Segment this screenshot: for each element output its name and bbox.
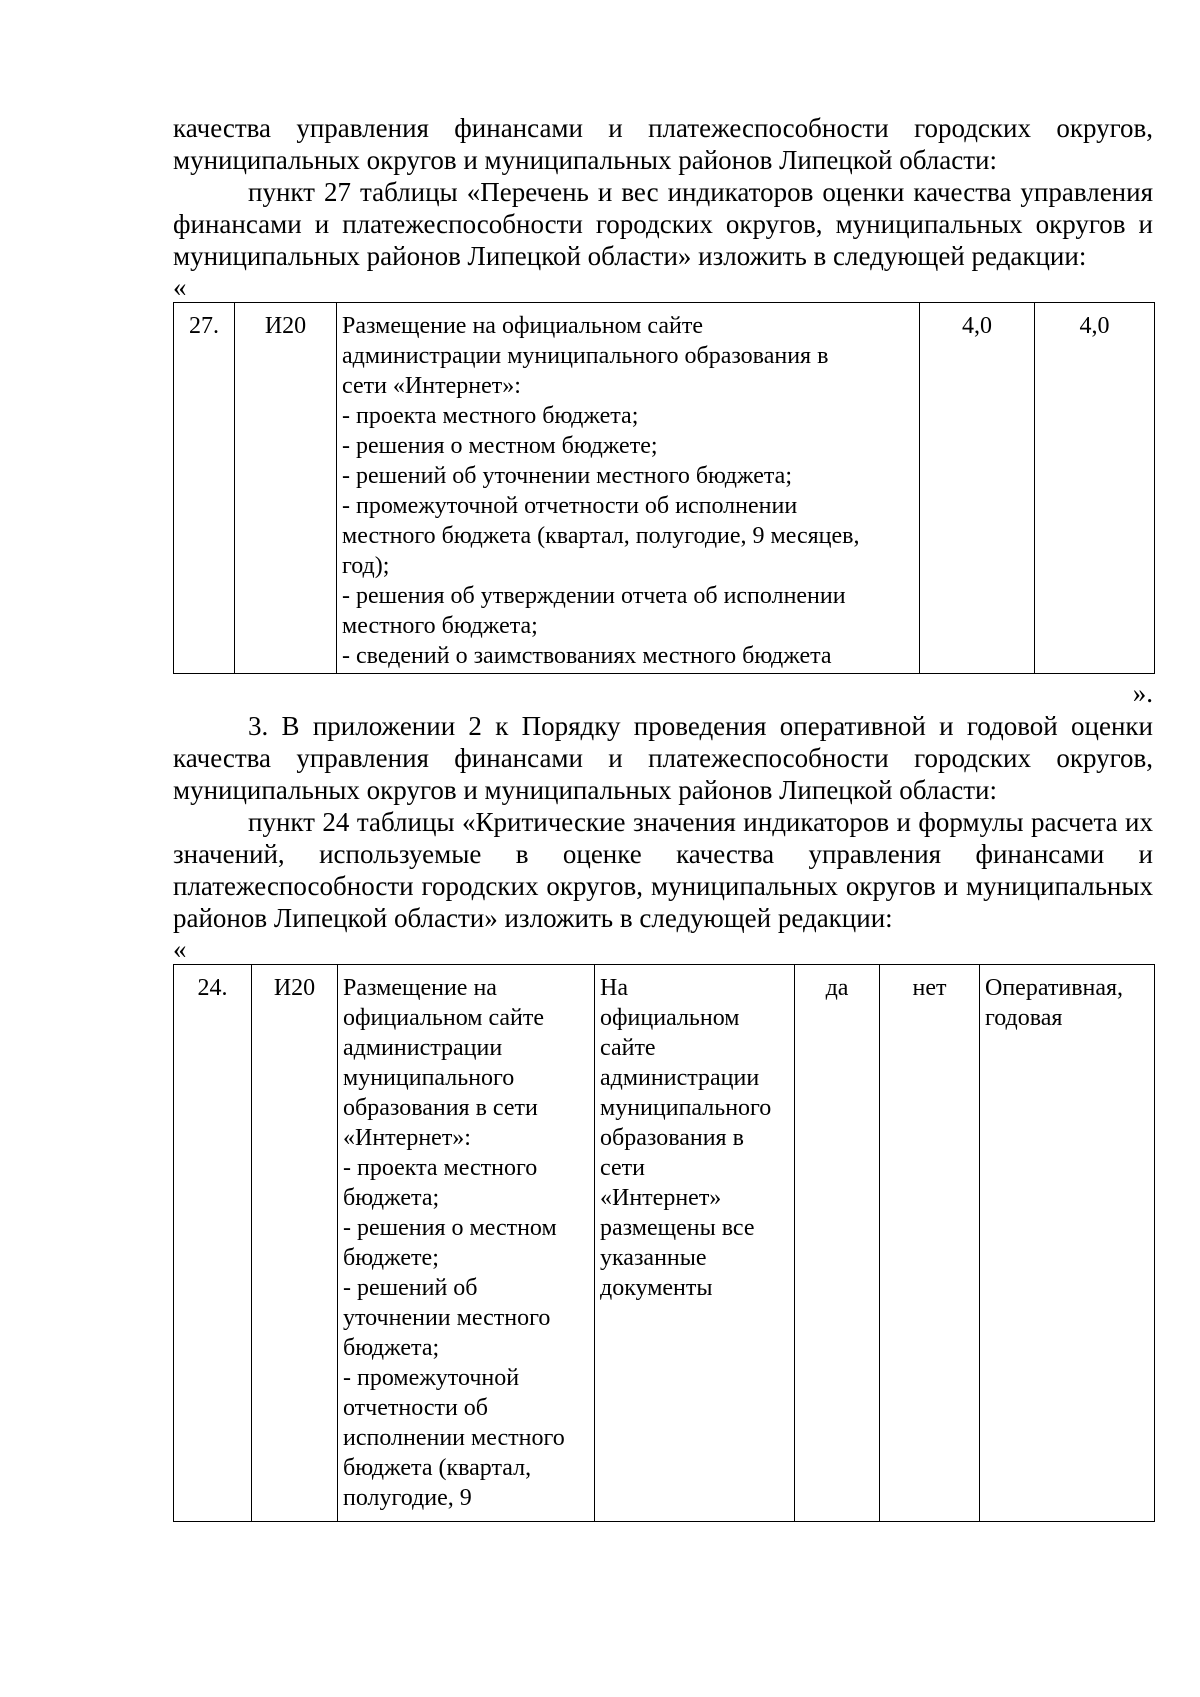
description-line: полугодие, 9 <box>343 1485 472 1511</box>
condition-line: сайте <box>600 1035 656 1061</box>
table-row <box>174 965 1155 1522</box>
item-27-instruction: пункт 27 таблицы «Перечень и вес индикаторов оценки качества управления финансами и платежеспособности городских округов, муниципальных округов и муниципальных районов Липецкой области» изложить в следующей редакции: <box>173 177 1153 271</box>
description-line: Размещение на <box>343 975 497 1001</box>
item-24-instruction: пункт 24 таблицы «Критические значения индикаторов и формулы расчета их значений, используемые в оценке качества управления финансами и платежеспособности городских округов, муниципальных округов и муниципальных районов Липецкой области» изложить в следующей редакции: <box>173 807 1153 933</box>
condition-line: муниципального <box>600 1095 772 1121</box>
description-line: - промежуточной <box>343 1365 520 1391</box>
critical-condition <box>595 965 795 1522</box>
description-line: - сведений о заимствованиях местного бюджета <box>342 643 832 669</box>
document-page <box>173 112 1153 1522</box>
row-number: 27. <box>174 303 235 674</box>
value-no: нет <box>880 965 980 1522</box>
description-line: - решений об <box>343 1275 478 1301</box>
description-line: Размещение на официальном сайте <box>342 313 703 339</box>
intro-paragraph: качества управления финансами и платежеспособности городских округов, муниципальных округов и муниципальных районов Липецкой области: <box>173 113 1153 175</box>
condition-line: На <box>600 975 628 1001</box>
description-line: год); <box>342 553 390 579</box>
description-line: - решений об уточнении местного бюджета; <box>342 463 792 489</box>
description-line: администрации муниципального образования в <box>342 343 829 369</box>
indicator-code: И20 <box>235 303 337 674</box>
description-line: местного бюджета; <box>342 613 538 639</box>
indicator-code: И20 <box>252 965 338 1522</box>
row-number: 24. <box>174 965 252 1522</box>
table-row <box>174 303 1155 674</box>
section-3-paragraph: 3. В приложении 2 к Порядку проведения оперативной и годовой оценки качества управления финансами и платежеспособности городских округов, муниципальных округов и муниципальных районов Липецкой области: <box>173 711 1153 805</box>
indicator-description <box>337 303 920 674</box>
description-line: исполнении местного <box>343 1425 565 1451</box>
assessment-line: годовая <box>985 1005 1063 1031</box>
description-line: - решения об утверждении отчета об исполнении <box>342 583 846 609</box>
description-line: бюджете; <box>343 1245 439 1271</box>
description-line: «Интернет»: <box>343 1125 471 1151</box>
description-line: бюджета; <box>343 1335 440 1361</box>
description-line: муниципального <box>343 1065 515 1091</box>
open-quote: « <box>173 272 187 302</box>
open-quote-2: « <box>173 934 187 964</box>
condition-line: администрации <box>600 1065 760 1091</box>
description-line: местного бюджета (квартал, полугодие, 9 месяцев, <box>342 523 860 549</box>
condition-line: документы <box>600 1275 713 1301</box>
description-line: - промежуточной отчетности об исполнении <box>342 493 798 519</box>
description-line: уточнении местного <box>343 1305 551 1331</box>
indicator-description <box>338 965 595 1522</box>
condition-line: образования в <box>600 1125 744 1151</box>
description-line: - проекта местного бюджета; <box>342 403 639 429</box>
condition-line: размещены все <box>600 1215 755 1241</box>
description-line: сети «Интернет»: <box>342 373 521 399</box>
description-line: отчетности об <box>343 1395 489 1421</box>
assessment-type <box>980 965 1155 1522</box>
description-line: бюджета (квартал, <box>343 1455 532 1481</box>
value-yes: да <box>795 965 880 1522</box>
description-line: - решения о местном бюджете; <box>342 433 658 459</box>
description-line: образования в сети <box>343 1095 538 1121</box>
condition-line: официальном <box>600 1005 740 1031</box>
weight-value-1: 4,0 <box>920 303 1035 674</box>
table-item-24 <box>173 964 1155 1522</box>
description-line: официальном сайте <box>343 1005 545 1031</box>
description-line: - проекта местного <box>343 1155 538 1181</box>
condition-line: указанные <box>600 1245 707 1271</box>
condition-line: «Интернет» <box>600 1185 722 1211</box>
description-line: - решения о местном <box>343 1215 557 1241</box>
close-quote: ». <box>1132 678 1153 708</box>
table-item-27 <box>173 302 1155 674</box>
description-line: администрации <box>343 1035 503 1061</box>
description-line: бюджета; <box>343 1185 440 1211</box>
assessment-line: Оперативная, <box>985 975 1124 1001</box>
weight-value-2: 4,0 <box>1035 303 1155 674</box>
condition-line: сети <box>600 1155 645 1181</box>
